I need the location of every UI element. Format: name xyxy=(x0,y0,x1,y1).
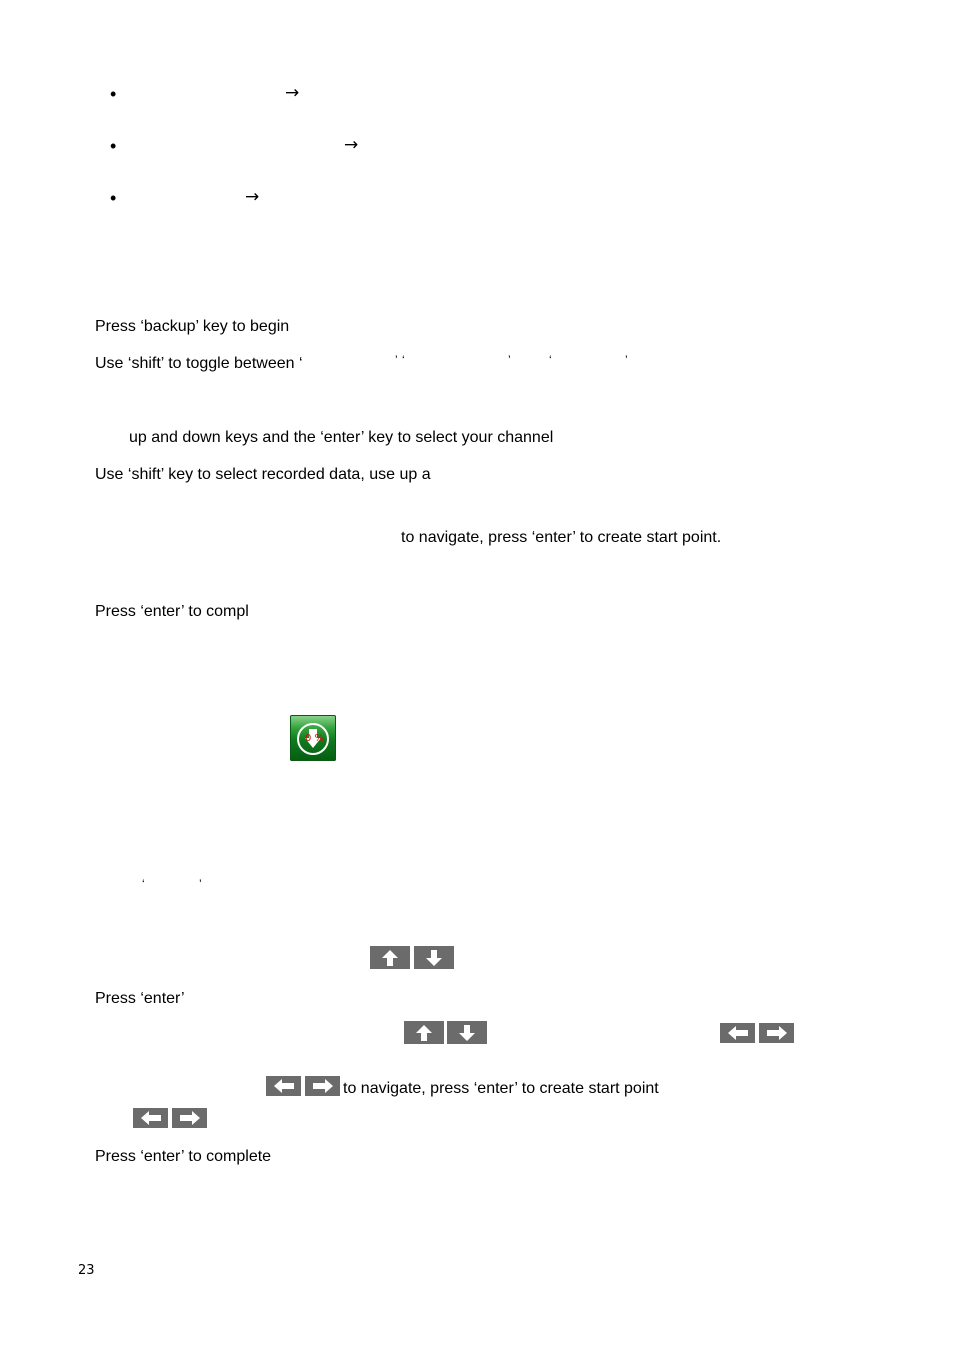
arrow-right-icon: → xyxy=(245,187,260,207)
left-arrow-key-icon xyxy=(133,1108,168,1128)
quote-mark: ‘ xyxy=(549,353,552,367)
up-arrow-key-icon xyxy=(370,946,410,969)
left-arrow-key-icon xyxy=(720,1023,755,1043)
up-down-enter-text: up and down keys and the ‘enter’ key to select your channel xyxy=(129,429,554,446)
left-arrow-key-icon xyxy=(266,1076,301,1096)
press-backup-text: Press ‘backup’ key to begin xyxy=(95,318,290,335)
quote-mark: ’ xyxy=(508,353,511,367)
quote-mark: ‘ xyxy=(142,877,145,891)
down-arrow-key-icon xyxy=(414,946,454,969)
page-number: 23 xyxy=(78,1263,95,1278)
arrow-right-icon: → xyxy=(344,135,359,155)
bullet-3: • xyxy=(110,188,117,208)
right-arrow-key-icon xyxy=(759,1023,794,1043)
press-enter-text: Press ‘enter’ xyxy=(95,990,185,1007)
backup-percent-label: 0 % xyxy=(305,733,325,744)
press-enter-compl-text: Press ‘enter’ to compl xyxy=(95,603,249,620)
quote-mark: ’ xyxy=(625,353,628,367)
use-shift-select-text: Use ‘shift’ key to select recorded data, use up a xyxy=(95,466,431,483)
navigate-start-text: to navigate, press ‘enter’ to create start point. xyxy=(401,529,722,546)
quote-mark: ’ xyxy=(395,353,398,367)
navigate-start-text-2: to navigate, press ‘enter’ to create start point xyxy=(343,1080,659,1097)
press-enter-complete-text: Press ‘enter’ to complete xyxy=(95,1148,272,1165)
up-arrow-key-icon xyxy=(404,1021,444,1044)
quote-mark: ’ xyxy=(199,877,202,891)
right-arrow-key-icon xyxy=(172,1108,207,1128)
bullet-2: • xyxy=(110,136,117,156)
down-arrow-key-icon xyxy=(447,1021,487,1044)
right-arrow-key-icon xyxy=(305,1076,340,1096)
arrow-right-icon: → xyxy=(285,83,300,103)
backup-icon xyxy=(290,715,336,761)
bullet-1: • xyxy=(110,84,117,104)
quote-mark: ‘ xyxy=(402,353,405,367)
use-shift-toggle-text: Use ‘shift’ to toggle between ‘ xyxy=(95,355,303,372)
